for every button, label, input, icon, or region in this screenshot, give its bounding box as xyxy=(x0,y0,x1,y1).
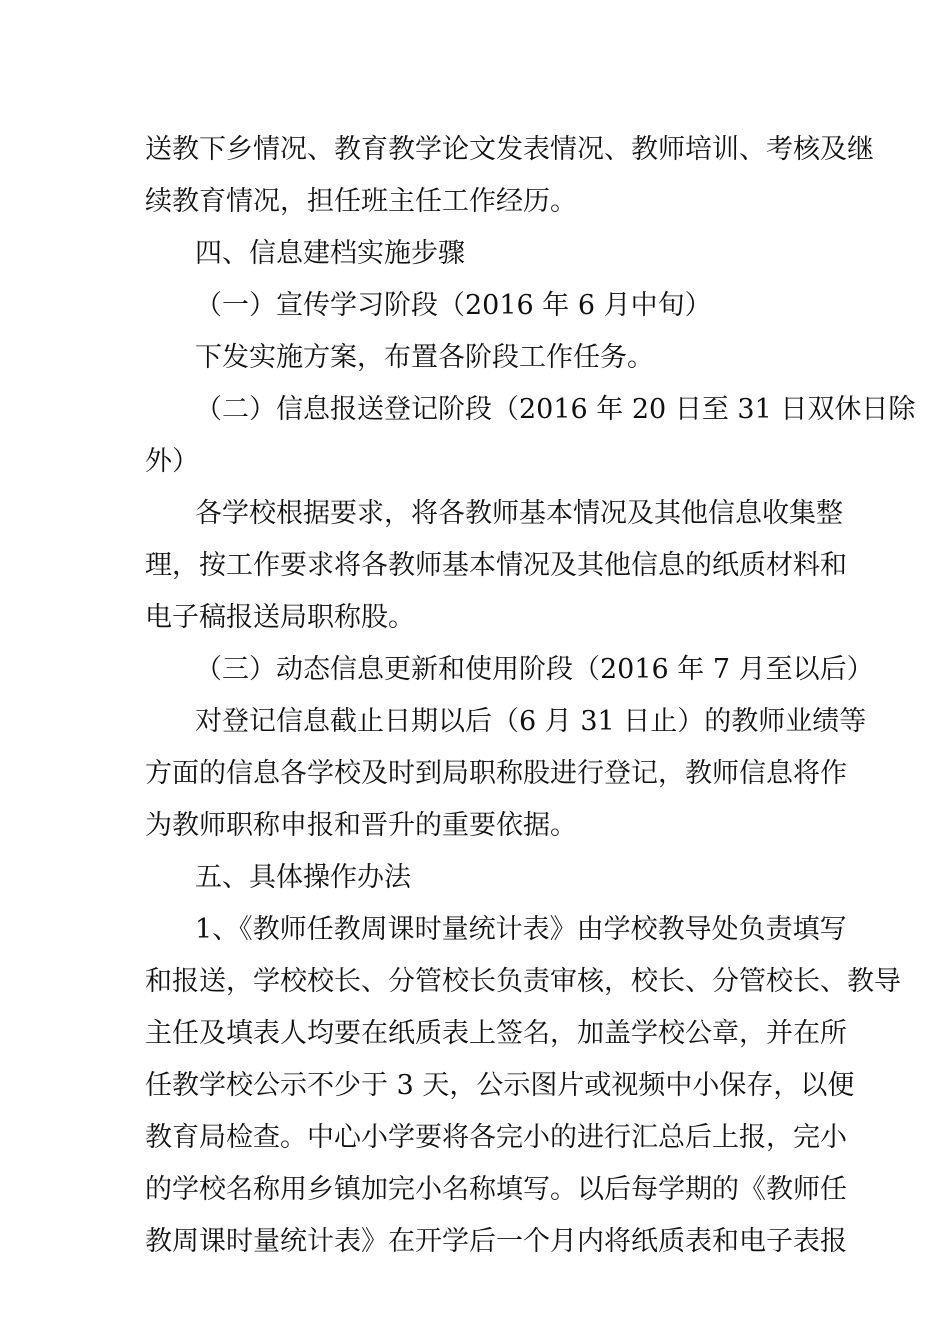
text-line: 各学校根据要求，将各教师基本情况及其他信息收集整 xyxy=(195,498,843,529)
text-line: 续教育情况，担任班主任工作经历。 xyxy=(145,186,577,217)
text-line: 1、《教师任教周课时量统计表》由学校教导处负责填写 xyxy=(195,914,847,945)
subsection-heading: （一）宣传学习阶段（2016 年 6 月中旬） xyxy=(195,290,712,321)
text-line: 电子稿报送局职称股。 xyxy=(145,602,415,633)
text-line: 教周课时量统计表》在开学后一个月内将纸质表和电子表报 xyxy=(145,1226,847,1257)
text-line: 理，按工作要求将各教师基本情况及其他信息的纸质材料和 xyxy=(145,550,847,581)
subsection-heading: （二）信息报送登记阶段（2016 年 20 日至 31 日双休日除 xyxy=(195,394,916,425)
text-line: 的学校名称用乡镇加完小名称填写。以后每学期的《教师任 xyxy=(145,1174,847,1205)
section-heading: 四、信息建档实施步骤 xyxy=(195,238,465,269)
subsection-heading: （三）动态信息更新和使用阶段（2016 年 7 月至以后） xyxy=(195,654,874,685)
text-line: 主任及填表人均要在纸质表上签名，加盖学校公章，并在所 xyxy=(145,1018,847,1049)
text-line: 方面的信息各学校及时到局职称股进行登记，教师信息将作 xyxy=(145,758,847,789)
text-line: 下发实施方案，布置各阶段工作任务。 xyxy=(195,342,654,373)
text-line: 为教师职称申报和晋升的重要依据。 xyxy=(145,810,577,841)
text-line: 外） xyxy=(145,446,199,477)
text-line: 任教学校公示不少于 3 天，公示图片或视频中小保存，以便 xyxy=(145,1070,855,1101)
text-line: 和报送，学校校长、分管校长负责审核，校长、分管校长、教导 xyxy=(145,966,901,997)
section-heading: 五、具体操作办法 xyxy=(195,862,411,893)
text-line: 对登记信息截止日期以后（6 月 31 日止）的教师业绩等 xyxy=(195,706,867,737)
text-line: 教育局检查。中心小学要将各完小的进行汇总后上报，完小 xyxy=(145,1122,847,1153)
text-line: 送教下乡情况、教育教学论文发表情况、教师培训、考核及继 xyxy=(145,134,874,165)
